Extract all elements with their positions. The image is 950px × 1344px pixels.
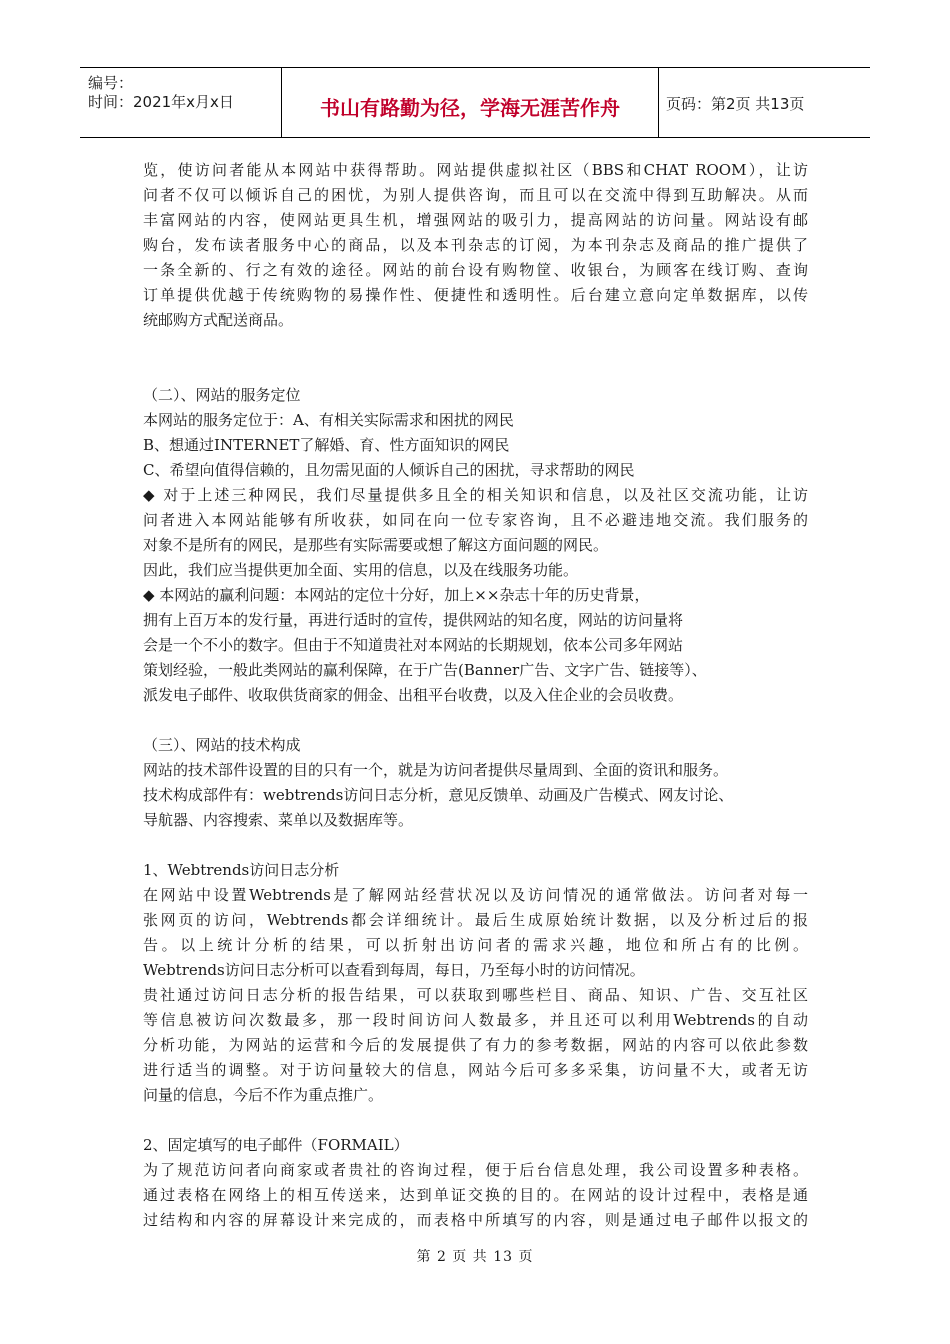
text-line: 网站的技术部件设置的目的只有一个，就是为访问者提供尽量周到、全面的资讯和服务。 — [143, 761, 729, 779]
text-line: 会是一个不小的数字。但由于不知道贵社对本网站的长期规划，依本公司多年网站 — [143, 636, 684, 654]
text-line: 因此，我们应当提供更加全面、实用的信息，以及在线服务功能。 — [143, 561, 579, 579]
section-heading: 1、Webtrends访问日志分析 — [143, 861, 340, 879]
section-heading: 2、固定填写的电子邮件（FORMAIL） — [143, 1136, 409, 1154]
text-line: 为了规范访问者向商家或者贵社的咨询过程，便于后台信息处理，我公司设置多种表格。 — [143, 1161, 808, 1179]
section-formail — [143, 1133, 808, 1233]
text-line: 等信息被访问次数最多，那一段时间访问人数最多，并且还可以利用Webtrends的自动 — [143, 1011, 808, 1029]
text-line: 张网页的访问，Webtrends都会详细统计。最后生成原始统计数据，以及分析过后的报 — [143, 911, 808, 929]
text-line: 问量的信息，今后不作为重点推广。 — [143, 1086, 384, 1104]
header-page-cell — [658, 68, 870, 137]
document-header — [80, 67, 870, 138]
page-footer: 第 2 页 共 13 页 — [416, 1249, 534, 1265]
header-meta-cell — [80, 68, 281, 137]
text-line: Webtrends访问日志分析可以查看到每周，每日，乃至每小时的访问情况。 — [143, 961, 645, 979]
text-line: 贵社通过访问日志分析的报告结果，可以获取到哪些栏目、商品、知识、广告、交互社区 — [143, 986, 808, 1004]
text-line: 丰富网站的内容，使网站更具生机，增强网站的吸引力，提高网站的访问量。网站设有邮 — [143, 211, 808, 229]
text-line: 导航器、内容搜索、菜单以及数据库等。 — [143, 811, 414, 829]
text-line: B、想通过INTERNET了解婚、育、性方面知识的网民 — [143, 436, 510, 454]
document-number-label: 编号： — [88, 74, 134, 92]
text-line: 分析功能，为网站的运营和今后的发展提供了有力的参考数据，网站的内容可以依此参数 — [143, 1036, 808, 1054]
bullet-line: ◆ 本网站的赢利问题：本网站的定位十分好，加上××杂志十年的历史背景， — [143, 586, 650, 604]
text-line: 览，使访问者能从本网站中获得帮助。网站提供虚拟社区（BBS和CHAT ROOM），让访 — [143, 161, 808, 179]
text-line: 派发电子邮件、收取供货商家的佣金、出租平台收费，以及入住企业的会员收费。 — [143, 686, 684, 704]
section-heading: （三）、网站的技术构成 — [143, 736, 301, 754]
section-service-positioning — [143, 383, 808, 708]
text-line: 过结构和内容的屏幕设计来完成的，而表格中所填写的内容，则是通过电子邮件以报文的 — [143, 1211, 808, 1229]
text-line: 购台，发布读者服务中心的商品，以及本刊杂志的订阅，为本刊杂志及商品的推广提供了 — [143, 236, 808, 254]
header-motto: 书山有路勤为径，学海无涯苦作舟 — [320, 96, 620, 120]
text-line: 统邮购方式配送商品。 — [143, 311, 294, 329]
text-line: 订单提供优越于传统购物的易操作性、便捷性和透明性。后台建立意向定单数据库，以传 — [143, 286, 808, 304]
text-line: 告。以上统计分析的结果，可以折射出访问者的需求兴趣，地位和所占有的比例。 — [143, 936, 808, 954]
text-line: 进行适当的调整。对于访问量较大的信息，网站今后可多多采集，访问量不大，或者无访 — [143, 1061, 808, 1079]
text-line: 问者不仅可以倾诉自己的困忧，为别人提供咨询，而且可以在交流中得到互助解决。从而 — [143, 186, 808, 204]
text-line: 通过表格在网络上的相互传送来，达到单证交换的目的。在网站的设计过程中，表格是通 — [143, 1186, 808, 1204]
section-technical-composition — [143, 733, 808, 833]
text-line: 技术构成部件有：webtrends访问日志分析，意见反馈单、动画及广告模式、网友讨论、 — [143, 786, 734, 804]
header-motto-cell — [281, 68, 659, 137]
section-heading: （二）、网站的服务定位 — [143, 386, 301, 404]
bullet-line: ◆ 对于上述三种网民，我们尽量提供多且全的相关知识和信息，以及社区交流功能，让访 — [143, 486, 808, 504]
document-body — [143, 158, 808, 1233]
section-webtrends — [143, 858, 808, 1108]
text-line: 拥有上百万本的发行量，再进行适时的宣传，提供网站的知名度，网站的访问量将 — [143, 611, 684, 629]
document-time-label: 时间：2021年x月x日 — [88, 93, 234, 111]
text-line: 本网站的服务定位于：A、有相关实际需求和困扰的网民 — [143, 411, 514, 429]
text-line: 策划经验，一般此类网站的赢利保障，在于广告(Banner广告、文字广告、链接等）、 — [143, 661, 707, 679]
text-line: 问者进入本网站能够有所收获，如同在向一位专家咨询，且不必避违地交流。我们服务的 — [143, 511, 808, 529]
paragraph-bbs-intro — [143, 158, 808, 333]
header-page-info: 页码：第2页 共13页 — [666, 95, 805, 113]
text-line: C、希望向值得信赖的，且勿需见面的人倾诉自己的困扰，寻求帮助的网民 — [143, 461, 635, 479]
text-line: 对象不是所有的网民，是那些有实际需要或想了解这方面问题的网民。 — [143, 536, 609, 554]
text-line: 一条全新的、行之有效的途径。网站的前台设有购物筐、收银台，为顾客在线订购、查询 — [143, 261, 808, 279]
text-line: 在网站中设置Webtrends是了解网站经营状况以及访问情况的通常做法。访问者对每一 — [143, 886, 808, 904]
